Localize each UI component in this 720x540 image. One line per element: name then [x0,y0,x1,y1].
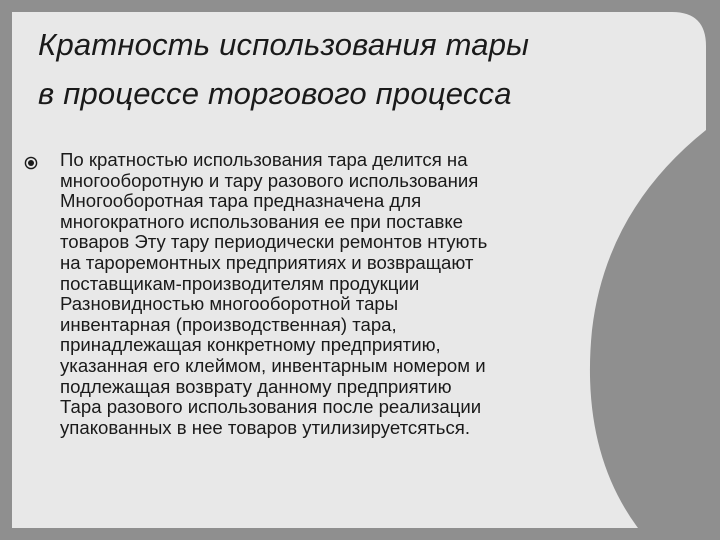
body-line: на тароремонтных предприятиях и возвращают [60,251,474,273]
body-line: поставщикам-производителям продукции [60,272,420,294]
body-line: Тара разового использования после реализации [60,396,482,418]
circle-bullet-icon [24,156,38,170]
slide-title-line: в процессе торгового процесса [38,76,512,111]
body-line: многооборотную и тару разового использования [60,169,479,191]
slide-title [38,20,678,118]
body-line: По кратностью использования тара делится на [60,149,468,170]
body-line: товаров Эту тару периодически ремонтов нтують [60,231,488,253]
body-line: Разновидностью многооборотной тары [60,293,399,315]
slide-title-line: Кратность использования тары [38,27,530,62]
body-line: многократного использования ее при поставке [60,210,464,232]
slide-body-text [60,150,660,438]
body-line: указанная его клеймом, инвентарным номером и [60,354,486,376]
body-line: Многооборотная тара предназначена для [60,190,422,212]
body-line: подлежащая возврату данному предприятию [60,375,452,397]
body-line: упакованных в нее товаров утилизируетсяться. [60,416,471,438]
body-line: принадлежащая конкретному предприятию, [60,334,441,356]
body-line: инвентарная (производственная) тара, [60,313,397,335]
